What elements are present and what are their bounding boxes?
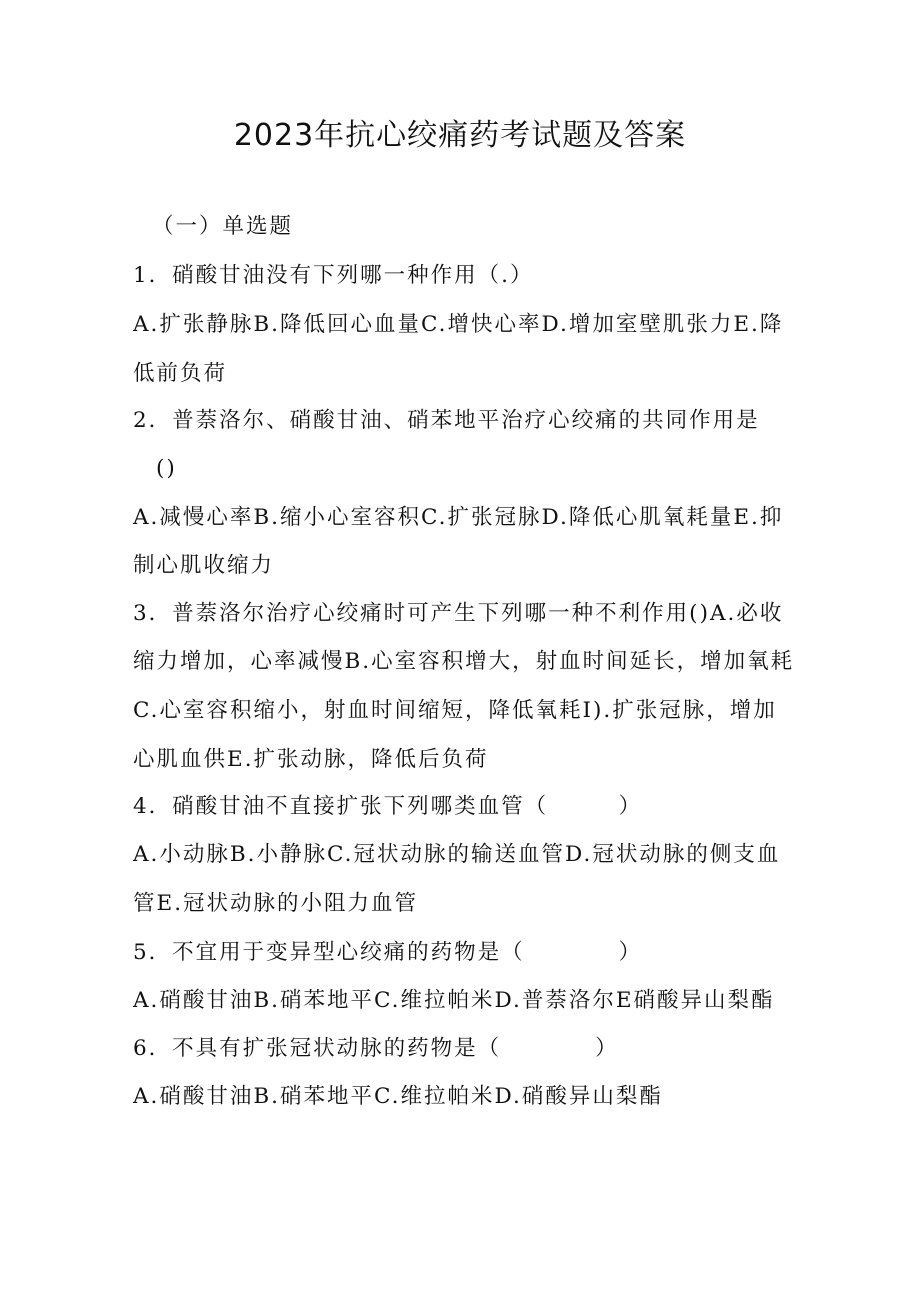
- question-2-stem: 2．普萘洛尔、硝酸甘油、硝苯地平治疗心绞痛的共同作用是: [133, 408, 760, 433]
- question-5-stem: 5．不宜用于变异型心绞痛的药物是（ ）: [133, 940, 643, 965]
- question-3-text: 缩力增加，心率减慢B.心室容积增大，射血时间延长，增加氧耗: [133, 649, 795, 674]
- question-3-text: 心肌血供E.扩张动脉，降低后负荷: [133, 747, 489, 772]
- question-4-options: 管E.冠状动脉的小阻力血管: [133, 891, 419, 916]
- question-6-stem: 6．不具有扩张冠状动脉的药物是（ ）: [133, 1036, 619, 1061]
- question-5-options: A.硝酸甘油B.硝苯地平C.维拉帕米D.普萘洛尔E硝酸异山梨酯: [133, 988, 775, 1013]
- question-2-options: 制心肌收缩力: [133, 553, 275, 578]
- question-4-options: A.小动脉B.小静脉C.冠状动脉的输送血管D.冠状动脉的侧支血: [133, 842, 781, 867]
- question-3-text: 3．普萘洛尔治疗心绞痛时可产生下列哪一种不利作用()A.必收: [133, 601, 784, 626]
- question-3-text: C.心室容积缩小，射血时间缩短，降低氧耗I).扩张冠脉，增加: [133, 698, 777, 723]
- question-1-options: 低前负荷: [133, 361, 228, 386]
- section-heading: （一）单选题: [152, 214, 294, 239]
- question-1-options: A.扩张静脉B.降低回心血量C.增快心率D.增加室壁肌张力E.降: [133, 312, 784, 337]
- question-4-stem: 4．硝酸甘油不直接扩张下列哪类血管（ ）: [133, 794, 643, 819]
- page-title: 2023年抗心绞痛药考试题及答案: [233, 118, 687, 153]
- question-2-options: A.减慢心率B.缩小心室容积C.扩张冠脉D.降低心肌氧耗量E.抑: [133, 505, 784, 530]
- question-6-options: A.硝酸甘油B.硝苯地平C.维拉帕米D.硝酸异山梨酯: [133, 1084, 663, 1109]
- question-1-stem: 1．硝酸甘油没有下列哪一种作用（.）: [133, 263, 534, 288]
- question-2-blank: (): [156, 456, 177, 481]
